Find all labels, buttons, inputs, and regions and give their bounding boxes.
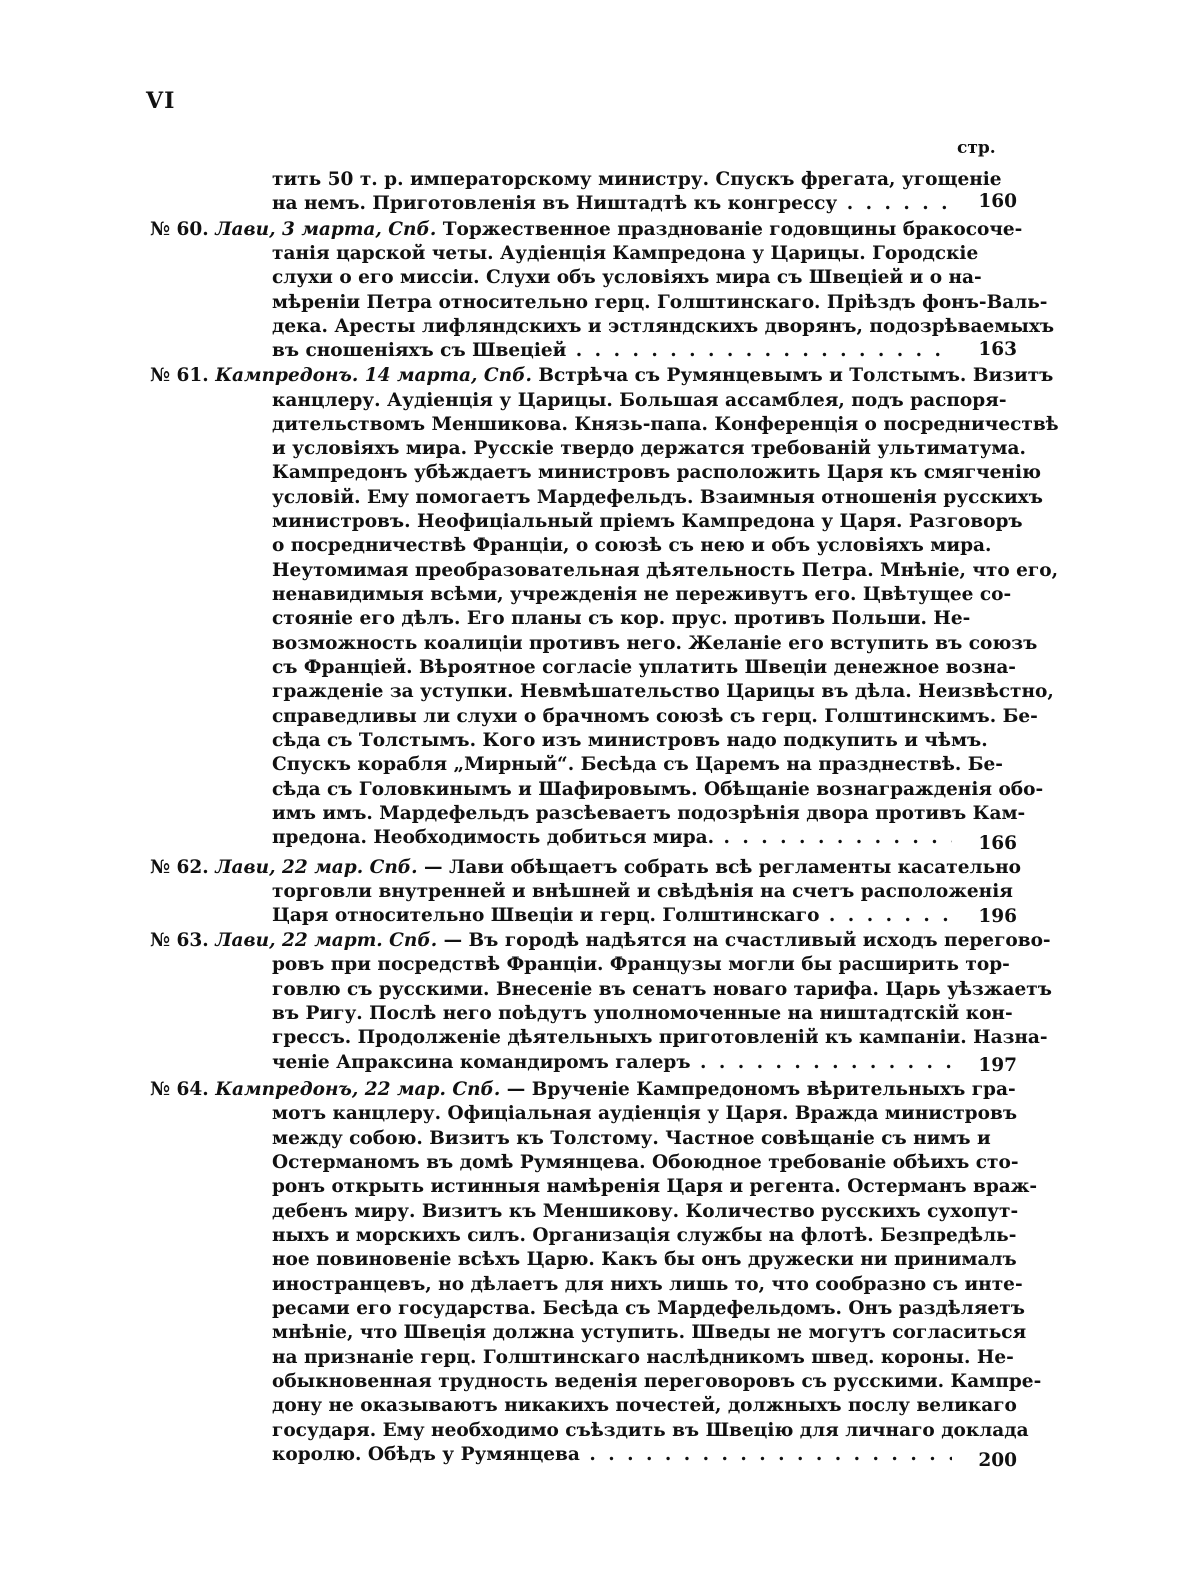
- entry-heading: Кампредонъ, 22 мар. Спб.: [215, 1079, 501, 1100]
- entry-line: стояніе его дѣлъ. Его планы съ кор. прус. противъ Польши. Не-: [272, 608, 971, 629]
- entry-line: — Въ городѣ надѣятся на счастливый исходъ перегово-: [443, 930, 1051, 951]
- entry-line: между собою. Визитъ къ Толстому. Частное совѣщаніе съ нимъ и: [272, 1128, 991, 1149]
- entry-line: мотъ канцлеру. Офиціальная аудіенція у Царя. Вражда министровъ: [272, 1103, 1018, 1124]
- entry-line: Неутомимая преобразовательная дѣятельность Петра. Мнѣніе, что его,: [272, 560, 1059, 581]
- entry-number: № 62.: [150, 857, 209, 878]
- page-column-header: стр.: [957, 138, 996, 158]
- entry-line: иностранцевъ, но дѣлаетъ для нихъ лишь то, что сообразно съ инте-: [272, 1274, 1023, 1295]
- entry-number: № 64.: [150, 1079, 209, 1100]
- entry-line: ченіе Апраксина командиромъ галеръ . . .: [272, 1051, 952, 1075]
- entry-line: дека. Аресты лифляндскихъ и эстляндскихъ дворянъ, подозрѣваемыхъ: [272, 316, 1055, 337]
- entry-line: сѣда съ Толстымъ. Кого изъ министровъ надо подкупить и чѣмъ.: [272, 730, 988, 751]
- entry-line: и условіяхъ мира. Русскіе твердо держатся требованій ультиматума.: [272, 438, 1026, 459]
- entry-first-line: [150, 1078, 1016, 1102]
- entry-line: ресами его государства. Бесѣда съ Мардефельдомъ. Онъ раздѣляетъ: [272, 1298, 1025, 1319]
- entry-line: о посредничествѣ Франціи, о союзѣ съ нею и объ условіяхъ мира.: [272, 535, 992, 556]
- entry-line: государя. Ему необходимо съѣздить въ Швецію для личнаго доклада: [272, 1420, 1029, 1441]
- entry-line: министровъ. Неофиціальный пріемъ Кампредона у Царя. Разговоръ: [272, 511, 1023, 532]
- entry-heading: Лави, 3 марта, Спб.: [215, 219, 437, 240]
- entry-page-ref: 160: [978, 191, 1017, 212]
- entry-line: на признаніе герц. Голштинскаго наслѣдникомъ швед. короны. Не-: [272, 1347, 1014, 1368]
- entry-page-ref: 166: [978, 833, 1017, 854]
- entry-page-ref: 196: [978, 906, 1017, 927]
- entry-heading: Лави, 22 март. Спб.: [215, 930, 438, 951]
- entry-line: мнѣніе, что Швеція должна уступить. Шведы не могутъ согласиться: [272, 1322, 1027, 1343]
- entry-line: Торжественное празднованіе годовщины бракосоче-: [442, 219, 1023, 240]
- entry-line: возможность коалиціи противъ него. Желаніе его вступить въ союзъ: [272, 633, 1038, 654]
- entry-line: съ Франціей. Вѣроятное согласіе уплатить Швеціи денежное возна-: [272, 657, 1016, 678]
- entry-line: — Лави обѣщаетъ собрать всѣ регламенты касательно: [424, 857, 1021, 878]
- entry-line: тить 50 т. р. императорскому министру. Спускъ фрегата, угощеніе: [272, 169, 1002, 190]
- entry-first-line: [150, 218, 1023, 242]
- entry-line: мѣреніи Петра относительно герц. Голштинскаго. Пріѣздъ фонъ-Валь-: [272, 292, 1048, 313]
- entry-number: № 61.: [150, 365, 209, 386]
- entry-line: предона. Необходимость добиться мира. . . .: [272, 826, 952, 850]
- entry-first-line: [150, 929, 1051, 953]
- entry-line: дону не оказываютъ никакихъ почестей, должныхъ послу великаго: [272, 1395, 1017, 1416]
- entry-heading: Лави, 22 мар. Спб.: [215, 857, 418, 878]
- entry-line: ное повиновеніе всѣхъ Царю. Какъ бы онъ дружески ни принималъ: [272, 1249, 1017, 1270]
- entry-line: на немъ. Приготовленія въ Ништадтѣ къ конгрессу . . .: [272, 192, 952, 216]
- entry-number: № 60.: [150, 219, 209, 240]
- entry-line: торговли внутренней и внѣшней и свѣдѣнія на счетъ расположенія: [272, 881, 1013, 902]
- entry-first-line: [150, 856, 1021, 880]
- entry-line: ненавидимыя всѣми, учрежденія не переживутъ его. Цвѣтущее со-: [272, 584, 1012, 605]
- entry-line: грессъ. Продолженіе дѣятельныхъ приготовленій къ кампаніи. Назна-: [272, 1027, 1048, 1048]
- entry-line: канцлеру. Аудіенція у Царицы. Большая ассамблея, подъ распоря-: [272, 390, 1007, 411]
- entry-line: говлю съ русскими. Внесеніе въ сенатъ новаго тарифа. Царь уѣзжаетъ: [272, 979, 1052, 1000]
- entry-line: въ Ригу. Послѣ него поѣдутъ уполномоченные на ништадтскій кон-: [272, 1003, 1013, 1024]
- entry-line: условій. Ему помогаетъ Мардефельдъ. Взаимныя отношенія русскихъ: [272, 487, 1043, 508]
- entry-page-ref: 197: [978, 1055, 1017, 1076]
- entry-line: королю. Обѣдъ у Румянцева . . .: [272, 1443, 952, 1467]
- entry-line: сѣда съ Головкинымъ и Шафировымъ. Обѣщаніе вознагражденія обо-: [272, 779, 1044, 800]
- entry-line: ровъ при посредствѣ Франціи. Французы могли бы расширить тор-: [272, 954, 1010, 975]
- entry-line: ронъ открыть истинныя намѣренія Царя и регента. Остерманъ враж-: [272, 1176, 1038, 1197]
- entry-line: гражденіе за уступки. Невмѣшательство Царицы въ дѣла. Неизвѣстно,: [272, 681, 1054, 702]
- entry-line: Спускъ корабля „Мирный“. Бесѣда съ Царемъ на празднествѣ. Бе-: [272, 754, 1003, 775]
- entry-line: справедливы ли слухи о брачномъ союзѣ съ герц. Голштинскимъ. Бе-: [272, 706, 1038, 727]
- entry-line: дительствомъ Меншикова. Князь-папа. Конференція о посредничествѣ: [272, 414, 1059, 435]
- entry-line: ныхъ и морскихъ силъ. Организація службы на флотѣ. Безпредѣль-: [272, 1225, 1017, 1246]
- entry-number: № 63.: [150, 930, 209, 951]
- entry-line: Кампредонъ убѣждаетъ министровъ расположить Царя къ смягченію: [272, 462, 1041, 483]
- entry-line: въ сношеніяхъ съ Швеціей . . .: [272, 339, 952, 363]
- entry-page-ref: 163: [978, 339, 1017, 360]
- entry-line: Встрѣча съ Румянцевымъ и Толстымъ. Визитъ: [538, 365, 1054, 386]
- entry-line: дебенъ миру. Визитъ къ Меншикову. Количество русскихъ сухопут-: [272, 1201, 1019, 1222]
- entry-page-ref: 200: [978, 1450, 1017, 1471]
- entry-line: — Врученіе Кампредономъ вѣрительныхъ гра-: [506, 1079, 1016, 1100]
- entry-line: обыкновенная трудность веденія переговоровъ съ русскими. Кампре-: [272, 1371, 1042, 1392]
- entry-line: слухи о его миссіи. Слухи объ условіяхъ мира съ Швеціей и о на-: [272, 267, 982, 288]
- entry-line: имъ имъ. Мардефельдъ разсѣеваетъ подозрѣнія двора противъ Кам-: [272, 803, 1026, 824]
- page-number: VI: [146, 88, 176, 114]
- entry-heading: Кампредонъ. 14 марта, Спб.: [215, 365, 532, 386]
- entry-line: танія царской четы. Аудіенція Кампредона у Царицы. Городскіе: [272, 243, 979, 264]
- entry-line: Царя относительно Швеціи и герц. Голштинскаго . . .: [272, 904, 952, 928]
- entry-line: Остерманомъ въ домѣ Румянцева. Обоюдное требованіе обѣихъ сто-: [272, 1152, 1019, 1173]
- entry-first-line: [150, 364, 1054, 388]
